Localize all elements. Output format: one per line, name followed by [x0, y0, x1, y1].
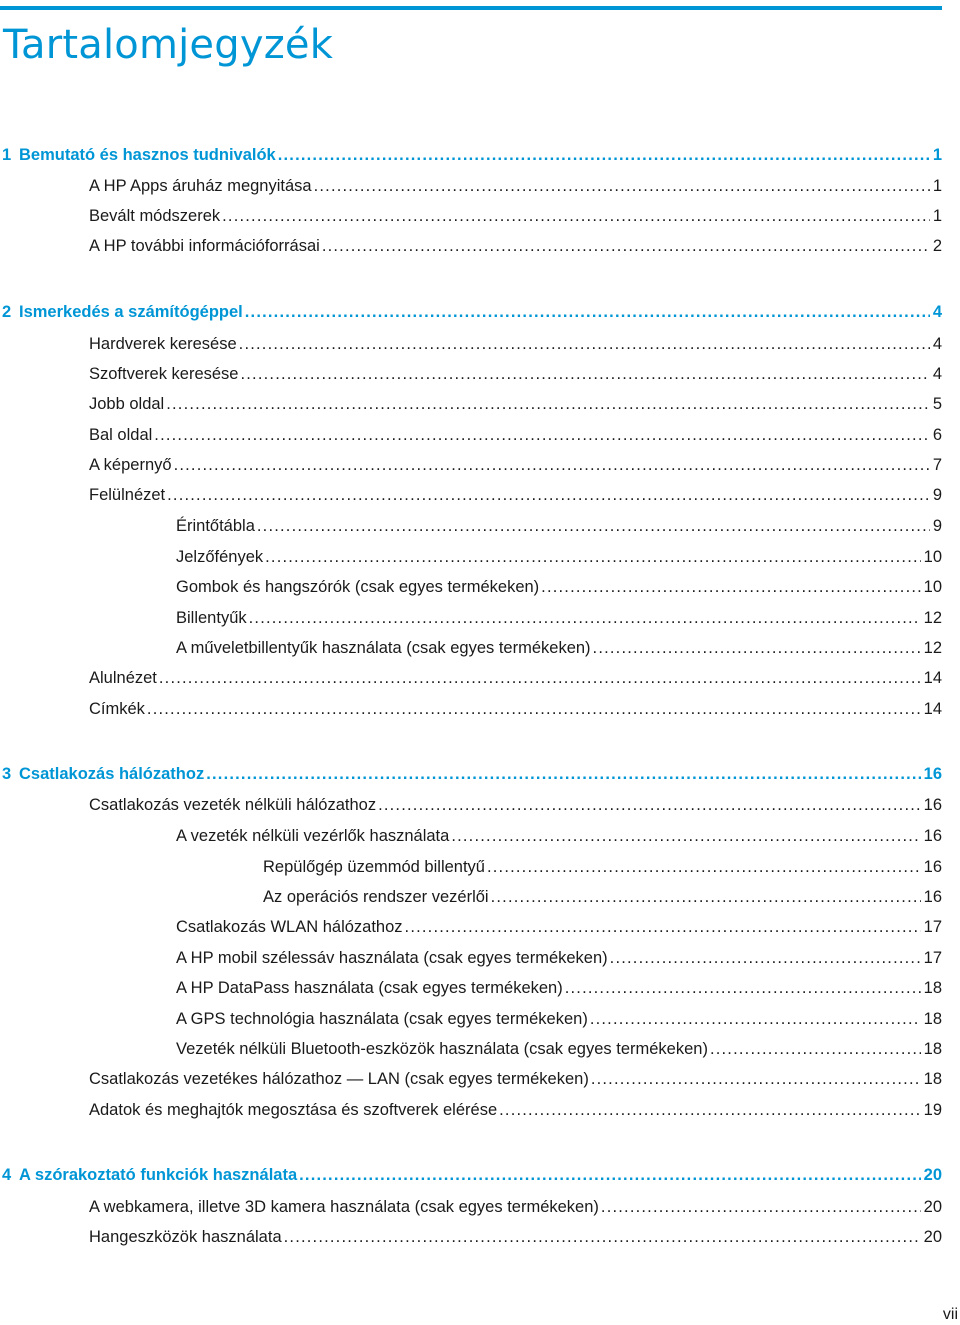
toc-entry-label: Adatok és meghajtók megosztása és szoftverek elérése [89, 1101, 498, 1119]
dot-leader [174, 456, 930, 475]
toc-entry[interactable] [89, 237, 942, 263]
toc-entry-label: A szórakoztató funkciók használata [19, 1166, 298, 1184]
toc-page-number: 9 [932, 517, 942, 535]
toc-entry[interactable] [89, 1070, 942, 1096]
toc-entry-label: Billentyűk [176, 609, 247, 627]
dot-leader [159, 669, 921, 688]
toc-page-number: 16 [923, 888, 942, 906]
toc-entry-label: Hangeszközök használata [89, 1228, 282, 1246]
toc-entry[interactable] [176, 827, 942, 853]
dot-leader [541, 578, 920, 597]
toc-page-number: 7 [932, 456, 942, 474]
toc-entry-label: Gombok és hangszórók (csak egyes termékeken) [176, 578, 540, 596]
toc-entry-label: A műveletbillentyűk használata (csak egyes termékeken) [176, 639, 591, 657]
toc-entry[interactable] [89, 1101, 942, 1127]
dot-leader [167, 486, 930, 505]
toc-chapter-entry[interactable] [2, 1166, 942, 1192]
toc-entry[interactable] [89, 177, 942, 203]
toc-page-number: 10 [923, 548, 942, 566]
toc-page-number: 16 [923, 827, 942, 845]
toc-page-number: 5 [932, 395, 942, 413]
dot-leader [710, 1040, 921, 1059]
dot-leader [565, 979, 921, 998]
toc-entry[interactable] [176, 578, 942, 604]
toc-page-number: 16 [923, 858, 942, 876]
toc-page-number: 17 [923, 918, 942, 936]
toc-entry-label: Bemutató és hasznos tudnivalók [19, 146, 276, 164]
toc-page-number: 10 [923, 578, 942, 596]
dot-leader [239, 335, 930, 354]
toc-entry-label: Jelzőfények [176, 548, 264, 566]
toc-entry[interactable] [89, 426, 942, 452]
page-number: vii [942, 1306, 958, 1323]
toc-entry-label: Csatlakozás WLAN hálózathoz [176, 918, 403, 936]
toc-entry-label: Érintőtábla [176, 517, 255, 535]
toc-page-number: 18 [923, 1040, 942, 1058]
dot-leader [154, 426, 930, 445]
toc-entry-label: Vezeték nélküli Bluetooth-eszközök használata (csak egyes termékeken) [176, 1040, 708, 1058]
dot-leader [245, 303, 930, 322]
toc-page-number: 12 [923, 639, 942, 657]
toc-page-number: 12 [923, 609, 942, 627]
toc-entry-label: Alulnézet [89, 669, 157, 687]
toc-page-number: 18 [923, 1070, 942, 1088]
toc-entry[interactable] [89, 1228, 942, 1254]
toc-entry-label: A képernyő [89, 456, 172, 474]
toc-page-number: 16 [923, 796, 942, 814]
dot-leader [299, 1166, 921, 1185]
toc-page-number: 2 [932, 237, 942, 255]
toc-entry-label: A HP DataPass használata (csak egyes termékeken) [176, 979, 563, 997]
toc-entry-label: Repülőgép üzemmód billentyű [263, 858, 485, 876]
toc-chapter-entry[interactable] [2, 146, 942, 172]
dot-leader [278, 146, 930, 165]
toc-page-number: 16 [923, 765, 942, 783]
dot-leader [601, 1198, 921, 1217]
toc-entry[interactable] [176, 949, 942, 975]
toc-entry[interactable] [176, 639, 942, 665]
toc-entry[interactable] [176, 1040, 942, 1066]
toc-entry[interactable] [89, 700, 942, 726]
dot-leader [451, 827, 920, 846]
toc-page-number: 18 [923, 1010, 942, 1028]
toc-entry-label: Ismerkedés a számítógéppel [19, 303, 243, 321]
dot-leader [591, 1070, 921, 1089]
toc-page-number: 4 [932, 335, 942, 353]
toc-entry[interactable] [176, 609, 942, 635]
dot-leader [405, 918, 921, 937]
toc-entry-label: Csatlakozás vezetékes hálózathoz — LAN (csak egyes termékeken) [89, 1070, 589, 1088]
dot-leader [257, 517, 930, 536]
toc-entry-label: A webkamera, illetve 3D kamera használata (csak egyes termékeken) [89, 1198, 599, 1216]
dot-leader [265, 548, 921, 567]
dot-leader [590, 1010, 921, 1029]
toc-entry[interactable] [89, 669, 942, 695]
toc-chapter-number: 4 [2, 1166, 12, 1184]
toc-entry-label: Címkék [89, 700, 145, 718]
dot-leader [487, 858, 921, 877]
toc-page-number: 4 [932, 303, 942, 321]
toc-page-number: 18 [923, 979, 942, 997]
toc-entry[interactable] [176, 918, 942, 944]
toc-entry-label: A GPS technológia használata (csak egyes termékeken) [176, 1010, 588, 1028]
dot-leader [610, 949, 921, 968]
toc-entry-label: Az operációs rendszer vezérlői [263, 888, 489, 906]
toc-entry-label: Hardverek keresése [89, 335, 237, 353]
toc-chapter-number: 2 [2, 303, 12, 321]
toc-chapter-entry[interactable] [2, 765, 942, 791]
toc-entry-label: Szoftverek keresése [89, 365, 239, 383]
toc-entry[interactable] [176, 548, 942, 574]
toc-entry-label: Felülnézet [89, 486, 166, 504]
toc-page-number: 14 [923, 669, 942, 687]
toc-entry[interactable] [89, 486, 942, 512]
dot-leader [147, 700, 921, 719]
dot-leader [284, 1228, 921, 1247]
toc-entry[interactable] [263, 858, 942, 884]
dot-leader [166, 395, 930, 414]
toc-entry[interactable] [89, 365, 942, 391]
dot-leader [314, 177, 930, 196]
toc-entry[interactable] [176, 1010, 942, 1036]
toc-entry[interactable] [176, 979, 942, 1005]
toc-page-number: 1 [932, 207, 942, 225]
toc-entry-label: Bevált módszerek [89, 207, 221, 225]
toc-page-number: 9 [932, 486, 942, 504]
toc-entry[interactable] [89, 207, 942, 233]
toc-page-number: 20 [923, 1198, 942, 1216]
toc-entry-label: A HP további információforrásai [89, 237, 320, 255]
toc-entry-label: Csatlakozás vezeték nélküli hálózathoz [89, 796, 377, 814]
toc-chapter-number: 1 [2, 146, 12, 164]
toc-entry[interactable] [176, 517, 942, 543]
toc-entry[interactable] [89, 1198, 942, 1224]
dot-leader [222, 207, 930, 226]
toc-entry[interactable] [89, 796, 942, 822]
dot-leader [491, 888, 921, 907]
toc-entry-label: Bal oldal [89, 426, 153, 444]
toc-page-number: 6 [932, 426, 942, 444]
toc-page-number: 1 [932, 177, 942, 195]
toc-entry-label: Csatlakozás hálózathoz [19, 765, 205, 783]
toc-entry[interactable] [89, 456, 942, 482]
toc-page-number: 14 [923, 700, 942, 718]
dot-leader [249, 609, 921, 628]
dot-leader [378, 796, 921, 815]
dot-leader [322, 237, 930, 256]
dot-leader [240, 365, 929, 384]
page-title: Tartalomjegyzék [3, 22, 334, 68]
toc-page-number: 20 [923, 1228, 942, 1246]
toc-entry-label: A HP Apps áruház megnyitása [89, 177, 312, 195]
toc-entry[interactable] [89, 395, 942, 421]
dot-leader [593, 639, 921, 658]
toc-page-number: 20 [923, 1166, 942, 1184]
toc-entry-label: A vezeték nélküli vezérlők használata [176, 827, 450, 845]
toc-chapter-number: 3 [2, 765, 12, 783]
toc-chapter-entry[interactable] [2, 303, 942, 329]
toc-entry-label: A HP mobil szélessáv használata (csak egyes termékeken) [176, 949, 608, 967]
dot-leader [499, 1101, 921, 1120]
toc-entry[interactable] [89, 335, 942, 361]
toc-entry-label: Jobb oldal [89, 395, 165, 413]
dot-leader [206, 765, 920, 784]
toc-page-number: 4 [932, 365, 942, 383]
toc-page-number: 17 [923, 949, 942, 967]
toc-entry[interactable] [263, 888, 942, 914]
toc-page-number: 19 [923, 1101, 942, 1119]
toc-page-number: 1 [932, 146, 942, 164]
